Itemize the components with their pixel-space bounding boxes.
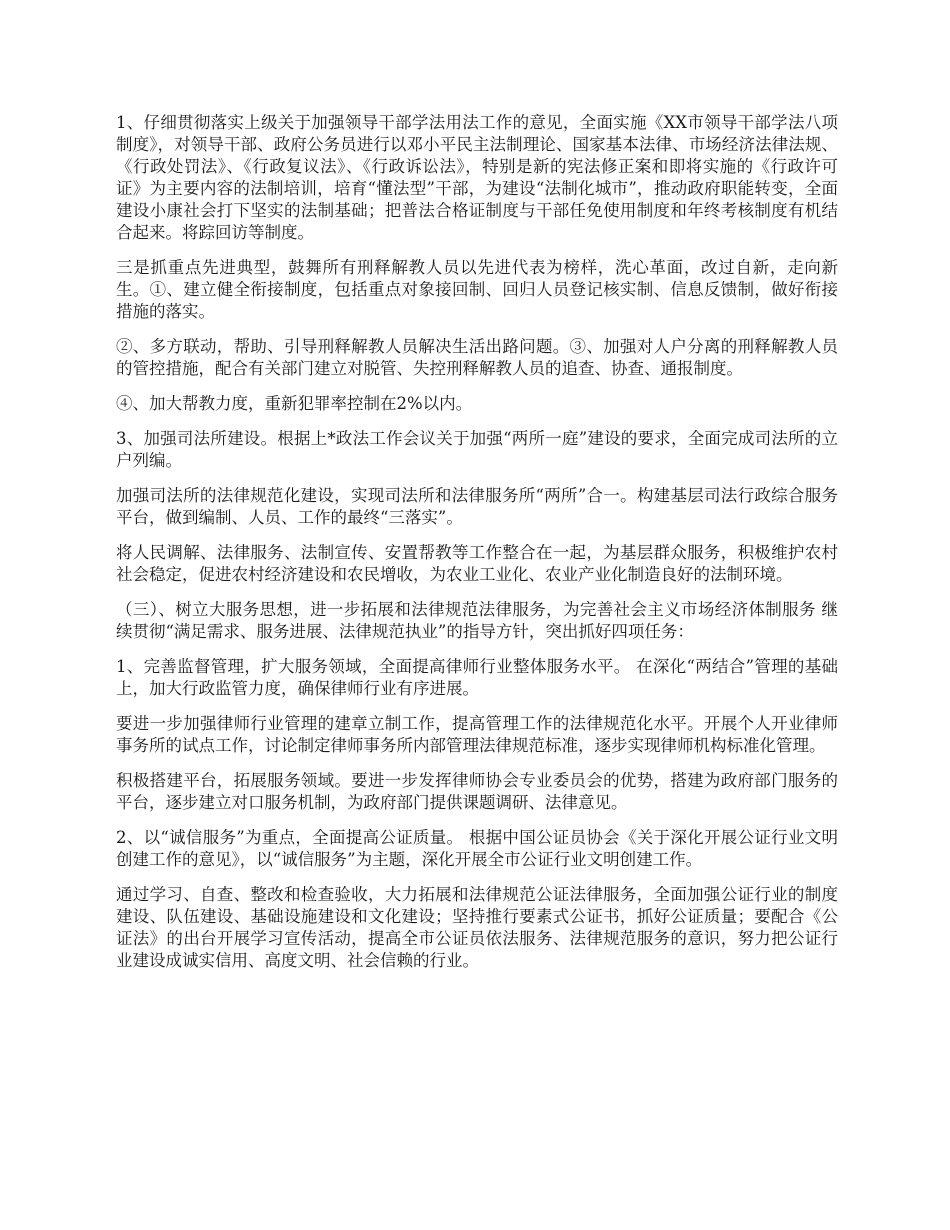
paragraph-2: 三是抓重点先进典型，鼓舞所有刑释解教人员以先进代表为榜样，洗心革面，改过自新，走向新生。①、建立健全衔接制度，包括重点对象接回制、回归人员登记核实制、信息反馈制，做好衔接措施的落实。 bbox=[116, 258, 838, 321]
document-body bbox=[116, 112, 838, 985]
paragraph-7: 将人民调解、法律服务、法制宣传、安置帮教等工作整合在一起，为基层群众服务，积极维护农村社会稳定，促进农村经济建设和农民增收，为农业工业化、农业产业化制造良好的法制环境。 bbox=[116, 543, 838, 584]
paragraph-13: 通过学习、自查、整改和检查验收，大力拓展和法律规范公证法律服务，全面加强公证行业的制度建设、队伍建设、基础设施建设和文化建设；坚持推行要素式公证书，抓好公证质量；要配合《公证法》的出台开展学习宣传活动，提高全市公证员依法服务、法律规范服务的意识，努力把公证行业建设成诚实信用、高度文明、社会信赖的行业。 bbox=[116, 885, 838, 970]
paragraph-8: （三）、树立大服务思想，进一步拓展和法律规范法律服务，为完善社会主义市场经济体制服务 继续贯彻“满足需求、服务进展、法律规范执业”的指导方针，突出抓好四项任务： bbox=[116, 600, 838, 641]
paragraph-3: ②、多方联动，帮助、引导刑释解教人员解决生活出路问题。③、加强对人户分离的刑释解教人员的管控措施，配合有关部门建立对脱管、失控刑释解教人员的追查、协查、通报制度。 bbox=[116, 337, 838, 378]
paragraph-9: 1、完善监督管理，扩大服务领域，全面提高律师行业整体服务水平。 在深化“两结合”管理的基础上，加大行政监管力度，确保律师行业有序进展。 bbox=[116, 657, 838, 698]
paragraph-11: 积极搭建平台，拓展服务领域。要进一步发挥律师协会专业委员会的优势，搭建为政府部门服务的平台，逐步建立对口服务机制，为政府部门提供课题调研、法律意见。 bbox=[116, 771, 838, 812]
paragraph-10: 要进一步加强律师行业管理的建章立制工作，提高管理工作的法律规范化水平。开展个人开业律师事务所的试点工作，讨论制定律师事务所内部管理法律规范标准，逐步实现律师机构标准化管理。 bbox=[116, 714, 838, 755]
paragraph-12: 2、以“诚信服务”为重点，全面提高公证质量。 根据中国公证员协会《关于深化开展公证行业文明创建工作的意见》，以“诚信服务”为主题，深化开展全市公证行业文明创建工作。 bbox=[116, 828, 838, 869]
paragraph-4: ④、加大帮教力度，重新犯罪率控制在2%以内。 bbox=[116, 394, 473, 413]
paragraph-1: 1、仔细贯彻落实上级关于加强领导干部学法用法工作的意见，全面实施《XX市领导干部学法八项制度》，对领导干部、政府公务员进行以邓小平民主法制理论、国家基本法律、市场经济法律法规、《行政处罚法》、《行政复议法》、《行政诉讼法》，特别是新的宪法修正案和即将实施的《行政许可证》为主要内容的法制培训，培育“懂法型”干部，为建设“法制化城市”，推动政府职能转变，全面建设小康社会打下坚实的法制基础；把普法合格证制度与干部任免使用制度和年终考核制度有机结合起来。将踪回访等制度。 bbox=[116, 113, 838, 242]
paragraph-5: 3、加强司法所建设。根据上*政法工作会议关于加强“两所一庭”建设的要求，全面完成司法所的立户列编。 bbox=[116, 429, 838, 470]
paragraph-6: 加强司法所的法律规范化建设，实现司法所和法律服务所“两所”合一。构建基层司法行政综合服务平台，做到编制、人员、工作的最终“三落实”。 bbox=[116, 486, 838, 527]
